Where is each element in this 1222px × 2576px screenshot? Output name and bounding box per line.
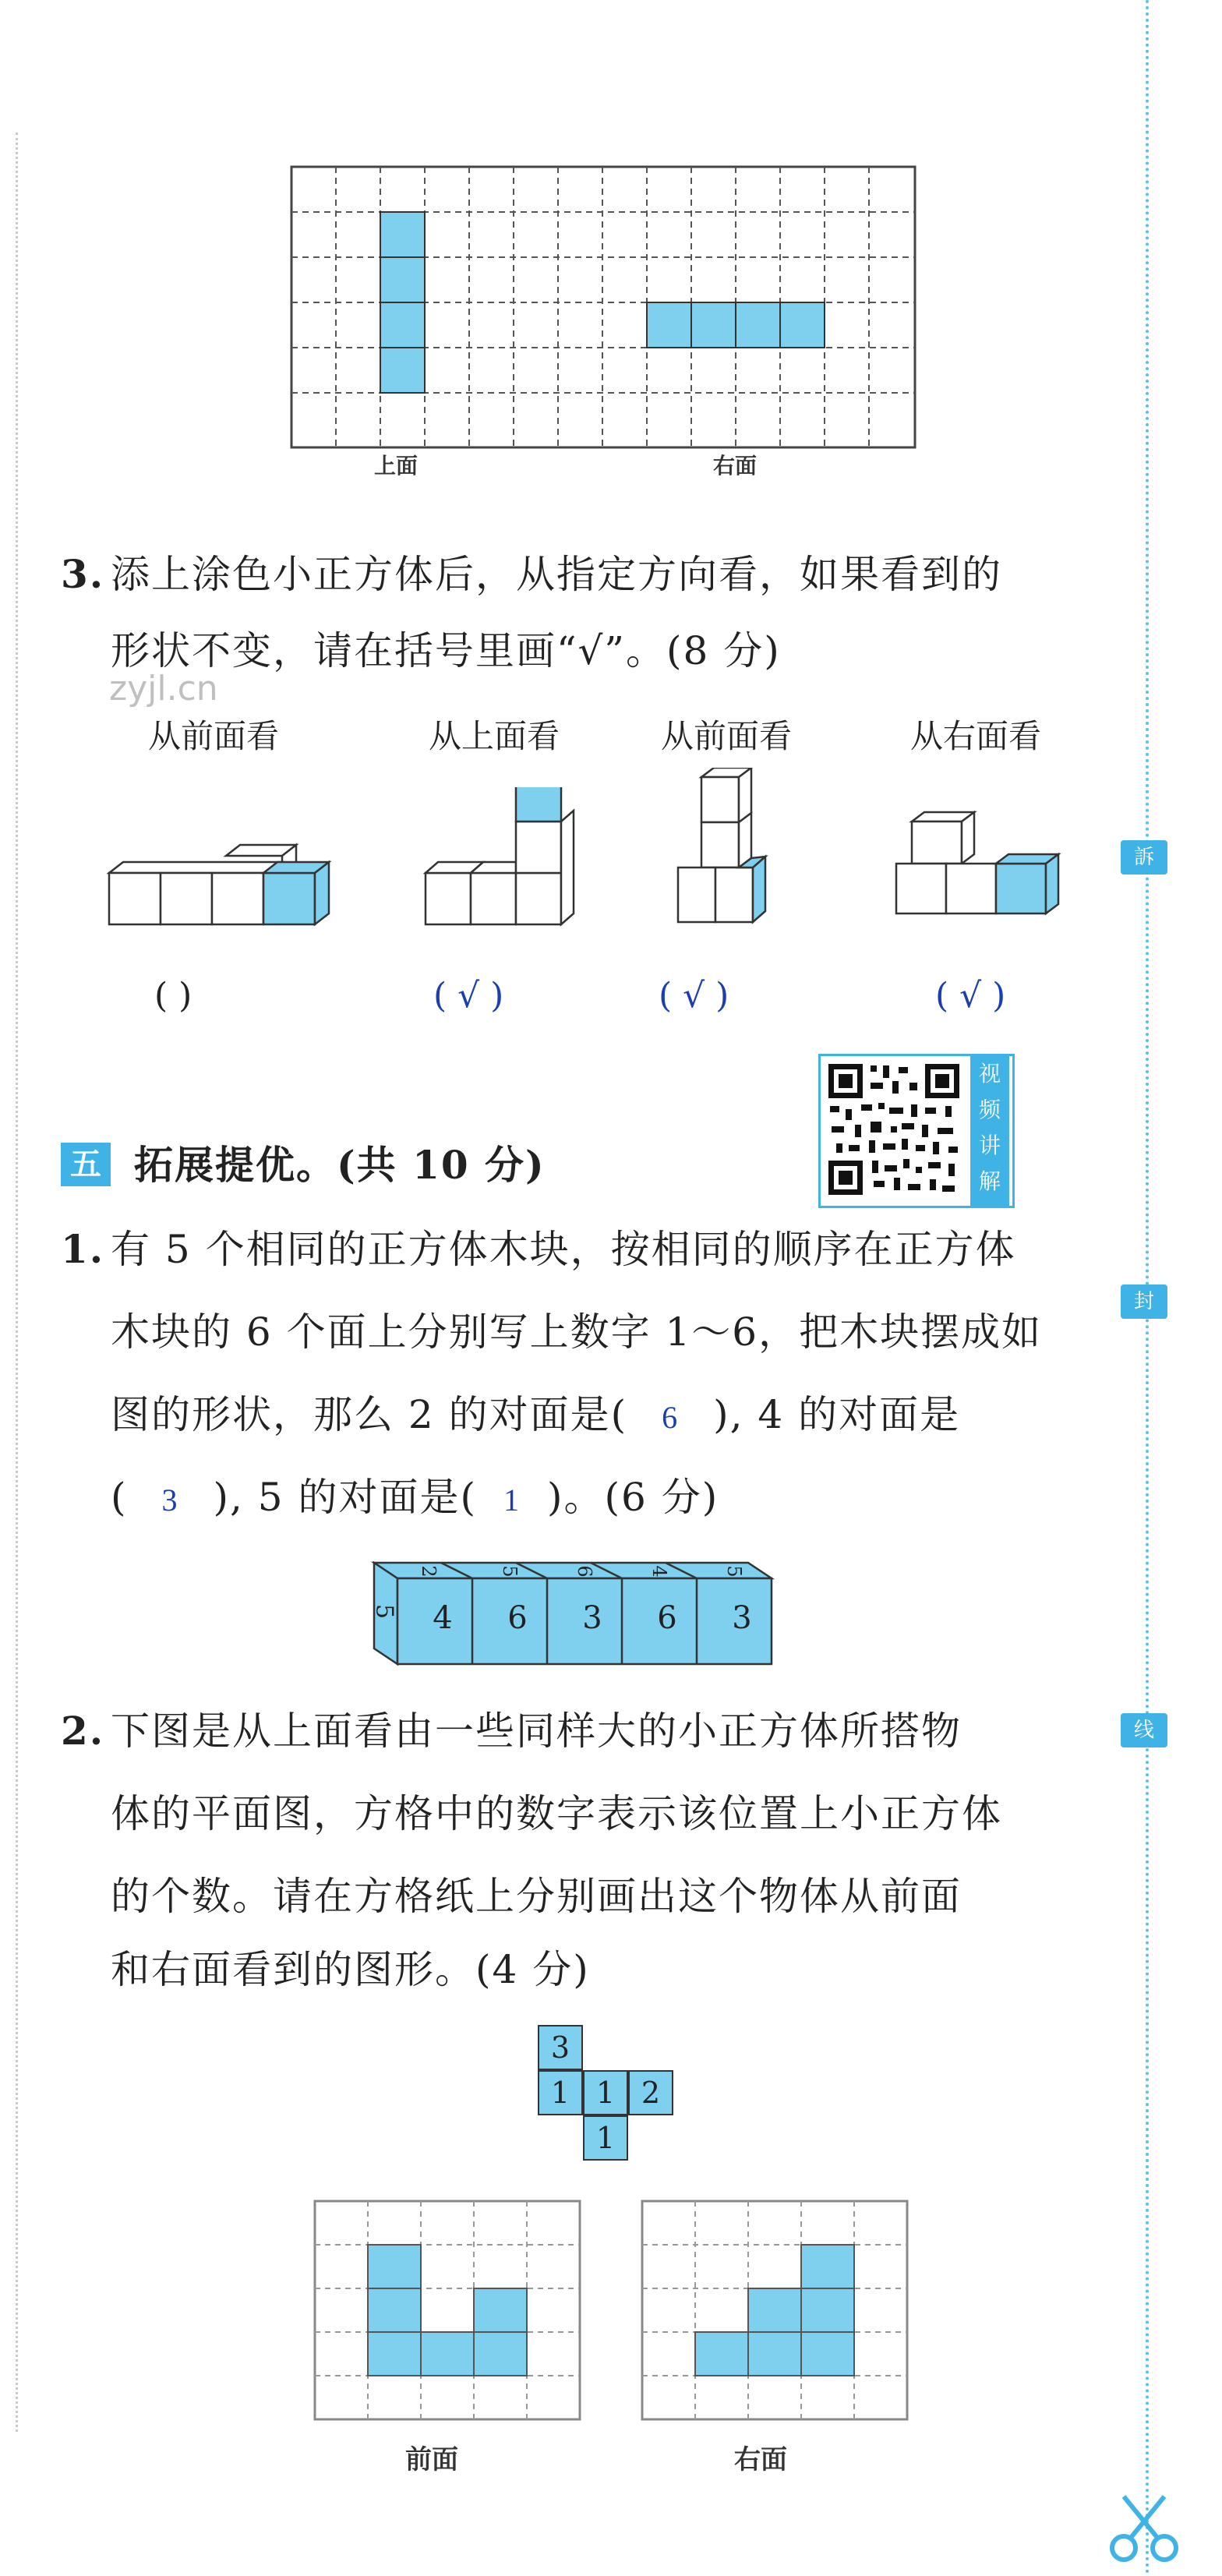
qr-caption (970, 1056, 1009, 1206)
qr-code-box[interactable] (818, 1054, 1015, 1208)
q3-answer-4: ( √ ) (935, 976, 1006, 1016)
side-tag-1: 訴 (1121, 840, 1167, 875)
label-right-grid: 右面 (734, 2444, 787, 2475)
cube-front-5: 3 (732, 1600, 752, 1636)
qr-caption-char-1: 视 (978, 1061, 1001, 1087)
q1-line4 (111, 1475, 719, 1520)
watermark: zyjl.cn (109, 669, 218, 708)
cube-top-2: 5 (499, 1565, 521, 1578)
side-tag-2: 封 (1121, 1284, 1167, 1319)
q1-line3-part2: ), 4 的对面是 (713, 1392, 961, 1437)
q3-answer-paren-1[interactable] (154, 976, 192, 1016)
label-right-view: 右面 (713, 453, 758, 479)
q3-view-label-2: 从上面看 (429, 717, 560, 755)
q1-number: 1. (61, 1226, 105, 1272)
label-top-view: 上面 (374, 453, 419, 479)
q1-line4-part1: ( (111, 1475, 128, 1520)
q3-line2: 形状不变，请在括号里画“√”。(8 分) (111, 628, 781, 673)
q3-answer-paren-2[interactable] (433, 976, 503, 1016)
q1-answer-3[interactable]: 1 (503, 1482, 521, 1518)
q3-line1: 添上涂色小正方体后，从指定方向看，如果看到的 (111, 552, 1002, 597)
qr-caption-char-2: 频 (978, 1097, 1001, 1122)
q1-line1: 有 5 个相同的正方体木块，按相同的顺序在正方体 (111, 1227, 1016, 1272)
cube-side: 5 (370, 1603, 398, 1620)
q3-answer-paren-4[interactable] (935, 976, 1005, 1016)
q2-number: 2. (61, 1708, 105, 1754)
q3-answer-paren-3[interactable] (659, 976, 729, 1016)
side-tag-3: 线 (1121, 1713, 1167, 1747)
plan-cell-r1c1: 3 (538, 2025, 583, 2070)
q3-cube-figure-3 (670, 768, 803, 951)
cube-front-2: 6 (507, 1600, 528, 1636)
qr-caption-char-4: 解 (978, 1168, 1001, 1194)
q1-answer-2[interactable]: 3 (161, 1482, 179, 1518)
q2-line4: 和右面看到的图形。(4 分) (111, 1947, 590, 1992)
q3-answer-1: ( ) (154, 976, 192, 1016)
cube-top-1: 2 (418, 1565, 440, 1578)
cube-front-1: 4 (433, 1600, 453, 1636)
q3-view-label-1: 从前面看 (148, 717, 280, 755)
q3-cube-figure-4 (888, 811, 1075, 951)
q1-answer-1[interactable]: 6 (662, 1400, 680, 1435)
front-view-grid (312, 2198, 585, 2440)
plan-cell-r2c2: 1 (583, 2070, 628, 2115)
q3-cube-figure-2 (418, 787, 589, 951)
top-grid-figure (288, 164, 920, 491)
q3-view-label-4: 从右面看 (910, 717, 1042, 755)
plan-cell-r3c2: 1 (583, 2115, 628, 2161)
q3-number: 3. (61, 551, 105, 597)
cube-top-3: 6 (574, 1565, 595, 1578)
section-badge: 五 (61, 1143, 111, 1186)
cube-front-4: 6 (657, 1600, 677, 1636)
left-margin-dotted-line (16, 133, 18, 2432)
qr-code-icon (824, 1059, 964, 1200)
q2-line1: 下图是从上面看由一些同样大的小正方体所搭物 (111, 1708, 962, 1754)
label-front-grid: 前面 (405, 2444, 458, 2475)
q3-cube-figure-1 (101, 842, 351, 951)
cube-front-3: 3 (582, 1600, 602, 1636)
section-title: 拓展提优。(共 10 分) (134, 1142, 546, 1188)
cube-top-5: 5 (723, 1565, 745, 1578)
q1-line2: 木块的 6 个面上分别写上数字 1～6，把木块摆成如 (111, 1309, 1043, 1355)
plan-cell-r2c3: 2 (628, 2070, 673, 2115)
q3-view-label-3: 从前面看 (661, 717, 793, 755)
q1-line4-part3: )。(6 分) (547, 1475, 719, 1520)
q3-answer-3: ( √ ) (659, 976, 729, 1016)
q1-line3 (111, 1392, 961, 1437)
q2-line2: 体的平面图，方格中的数字表示该位置上小正方体 (111, 1791, 1002, 1836)
scissors-icon (1107, 2490, 1192, 2568)
plan-cell-r2c1: 1 (538, 2070, 583, 2115)
right-view-grid (639, 2198, 912, 2440)
q1-line4-part2: ), 5 的对面是( (213, 1475, 478, 1520)
q2-line3: 的个数。请在方格纸上分别画出这个物体从前面 (111, 1874, 962, 1919)
cube-top-4: 4 (648, 1565, 670, 1578)
q1-line3-part1: 图的形状，那么 2 的对面是( (111, 1392, 628, 1437)
q3-answer-2: ( √ ) (433, 976, 504, 1016)
qr-caption-char-3: 讲 (978, 1133, 1001, 1158)
